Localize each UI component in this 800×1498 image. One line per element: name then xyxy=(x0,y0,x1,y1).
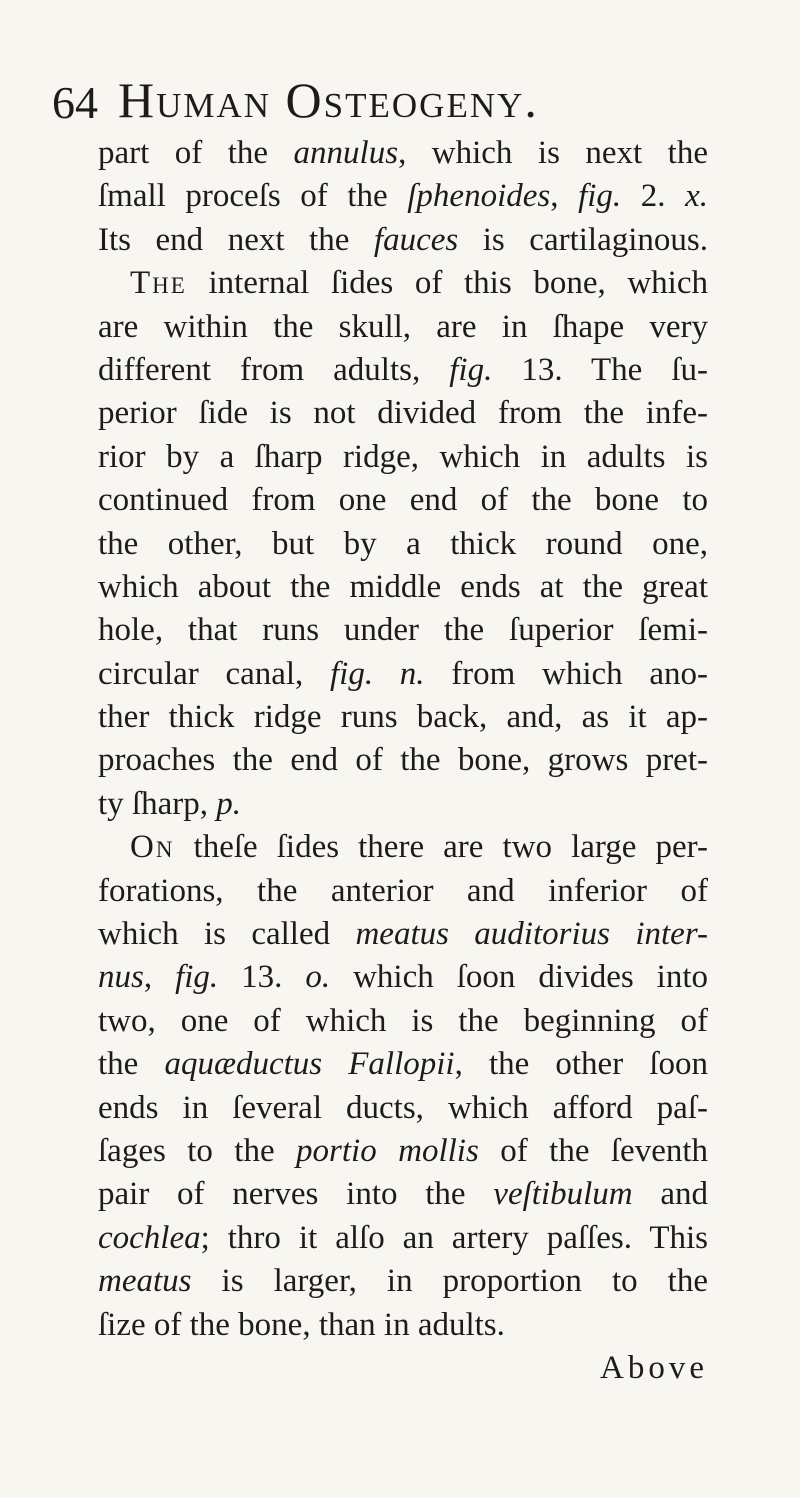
text-line: hole, that runs under the ſuperior ſemi- xyxy=(98,612,708,649)
text-line: two, one of which is the beginning of xyxy=(98,1002,708,1039)
text-line: Its end next the fauces is cartilaginous. xyxy=(98,221,708,258)
text-line: proaches the end of the bone, grows pret- xyxy=(98,742,708,779)
text-line: continued from one end of the bone to xyxy=(98,482,708,519)
text-line: meatus is larger, in proportion to the xyxy=(98,1263,708,1300)
text-line: nus, fig. 13. o. which ſoon divides into xyxy=(98,959,709,996)
text-line: the other, but by a thick round one, xyxy=(98,525,708,562)
catchword: Above xyxy=(600,1349,708,1386)
text-line: ſmall proceſs of the ſphenoides, fig. 2. x. xyxy=(98,178,709,215)
page-header xyxy=(52,72,752,134)
text-line: forations, the anterior and inferior of xyxy=(98,872,708,909)
text-line: On theſe ſides there are two large per- xyxy=(130,829,708,866)
text-line: The internal ſides of this bone, which xyxy=(130,265,708,302)
text-line: rior by a ſharp ridge, which in adults is xyxy=(98,438,708,475)
text-line: ends in ſeveral ducts, which afford paſ- xyxy=(98,1089,708,1126)
text-line: ther thick ridge runs back, and, as it ap- xyxy=(98,699,708,736)
text-line: which is called meatus auditorius inter- xyxy=(98,916,708,953)
text-line: are within the skull, are in ſhape very xyxy=(98,308,708,345)
text-line: which about the middle ends at the great xyxy=(98,568,708,605)
text-line: ſize of the bone, than in adults. xyxy=(98,1306,505,1343)
text-line: circular canal, fig. n. from which ano- xyxy=(98,655,708,692)
text-line: cochlea; thro it alſo an artery paſſes. This xyxy=(98,1219,708,1256)
running-head: Human Osteogeny. xyxy=(118,72,539,128)
text-line: pair of nerves into the veſtibulum and xyxy=(98,1176,708,1213)
text-lines xyxy=(98,132,708,1347)
text-line: ſages to the portio mollis of the ſeventh xyxy=(98,1132,709,1169)
text-line: part of the annulus, which is next the xyxy=(98,135,709,171)
text-line: perior ſide is not divided from the infe- xyxy=(98,395,708,432)
page-number: 64 xyxy=(52,77,98,128)
text-line: ty ſharp, p. xyxy=(98,785,241,822)
body-text xyxy=(98,132,708,1390)
text-line: different from adults, fig. 13. The ſu- xyxy=(98,351,708,388)
text-line: the aquæductus Fallopii, the other ſoon xyxy=(98,1046,708,1083)
